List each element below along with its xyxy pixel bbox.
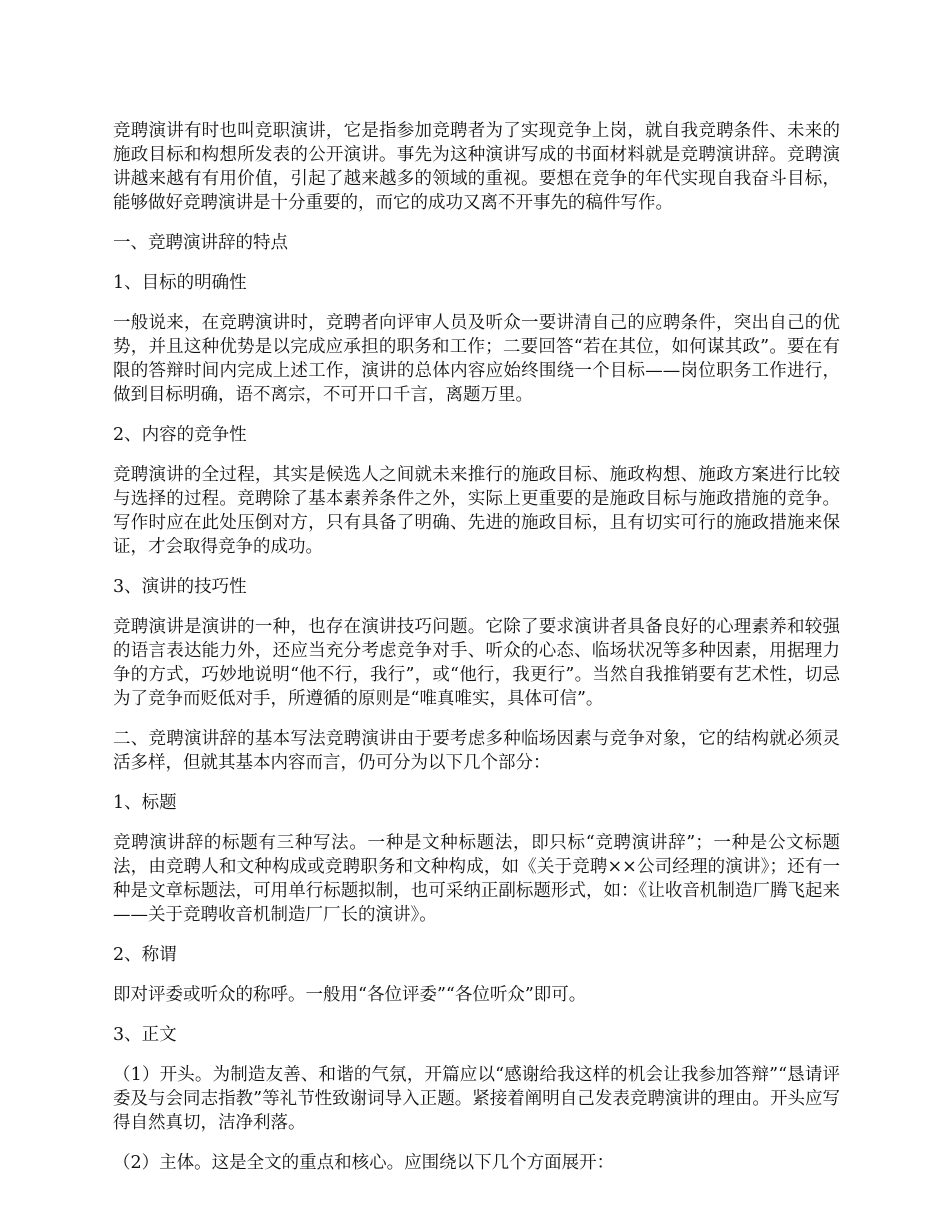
section-heading-writing: 二、竞聘演讲辞的基本写法竞聘演讲由于要考虑多种临场因素与竞争对象，它的结构就必须灵活多样，但就其基本内容而言，仍可分为以下几个部分：	[113, 729, 840, 773]
subheading-competitiveness: 2、内容的竞争性	[113, 425, 247, 445]
subheading-salutation: 2、称谓	[113, 945, 177, 965]
document-body	[113, 119, 840, 1191]
section-heading-features: 一、竞聘演讲辞的特点	[113, 233, 288, 253]
paragraph-main-body: （2）主体。这是全文的重点和核心。应围绕以下几个方面展开：	[113, 1153, 615, 1173]
subheading-technique: 3、演讲的技巧性	[113, 577, 247, 597]
paragraph-clarity: 一般说来，在竞聘演讲时，竞聘者向评审人员及听众一要讲清自己的应聘条件，突出自己的优势，并且这种优势是以完成应承担的职务和工作；二要回答“若在其位，如何谋其政”。要在有限的答辩时间内完成上述工作，演讲的总体内容应始终围绕一个目标——岗位职务工作进行，做到目标明确，语不离宗，不可开口千言，离题万里。	[113, 313, 840, 405]
subheading-clarity: 1、目标的明确性	[113, 273, 247, 293]
paragraph-technique: 竞聘演讲是演讲的一种，也存在演讲技巧问题。它除了要求演讲者具备良好的心理素养和较强的语言表达能力外，还应当充分考虑竞争对手、听众的心态、临场状况等多种因素，用据理力争的方式，巧妙地说明“他不行，我行”，或“他行，我更行”。当然自我推销要有艺术性，切忌为了竞争而贬低对手，所遵循的原则是“唯真唯实，具体可信”。	[113, 617, 840, 709]
subheading-title: 1、标题	[113, 793, 177, 813]
paragraph-opening: （1）开头。为制造友善、和谐的气氛，开篇应以“感谢给我这样的机会让我参加答辩”“恳请评委及与会同志指教”等礼节性致谢词导入正题。紧接着阐明自己发表竞聘演讲的理由。开头应写得自然真切，洁净利落。	[113, 1065, 840, 1133]
intro-paragraph: 竞聘演讲有时也叫竞职演讲，它是指参加竞聘者为了实现竞争上岗，就自我竞聘条件、未来的施政目标和构想所发表的公开演讲。事先为这种演讲写成的书面材料就是竞聘演讲辞。竞聘演讲越来越有有用价值，引起了越来越多的领域的重视。要想在竞争的年代实现自我奋斗目标，能够做好竞聘演讲是十分重要的，而它的成功又离不开事先的稿件写作。	[113, 121, 840, 213]
subheading-body-text: 3、正文	[113, 1025, 177, 1045]
paragraph-title: 竞聘演讲辞的标题有三种写法。一种是文种标题法，即只标“竞聘演讲辞”；一种是公文标题法，由竞聘人和文种构成或竞聘职务和文种构成，如《关于竞聘××公司经理的演讲》；还有一种是文章标题法，可用单行标题拟制，也可采纳正副标题形式，如：《让收音机制造厂腾飞起来——关于竞聘收音机制造厂厂长的演讲》。	[113, 833, 840, 925]
paragraph-salutation: 即对评委或听众的称呼。一般用“各位评委”“各位听众”即可。	[113, 985, 587, 1005]
paragraph-competitiveness: 竞聘演讲的全过程，其实是候选人之间就未来推行的施政目标、施政构想、施政方案进行比较与选择的过程。竞聘除了基本素养条件之外，实际上更重要的是施政目标与施政措施的竞争。写作时应在此处压倒对方，只有具备了明确、先进的施政目标，且有切实可行的施政措施来保证，才会取得竞争的成功。	[113, 465, 840, 557]
